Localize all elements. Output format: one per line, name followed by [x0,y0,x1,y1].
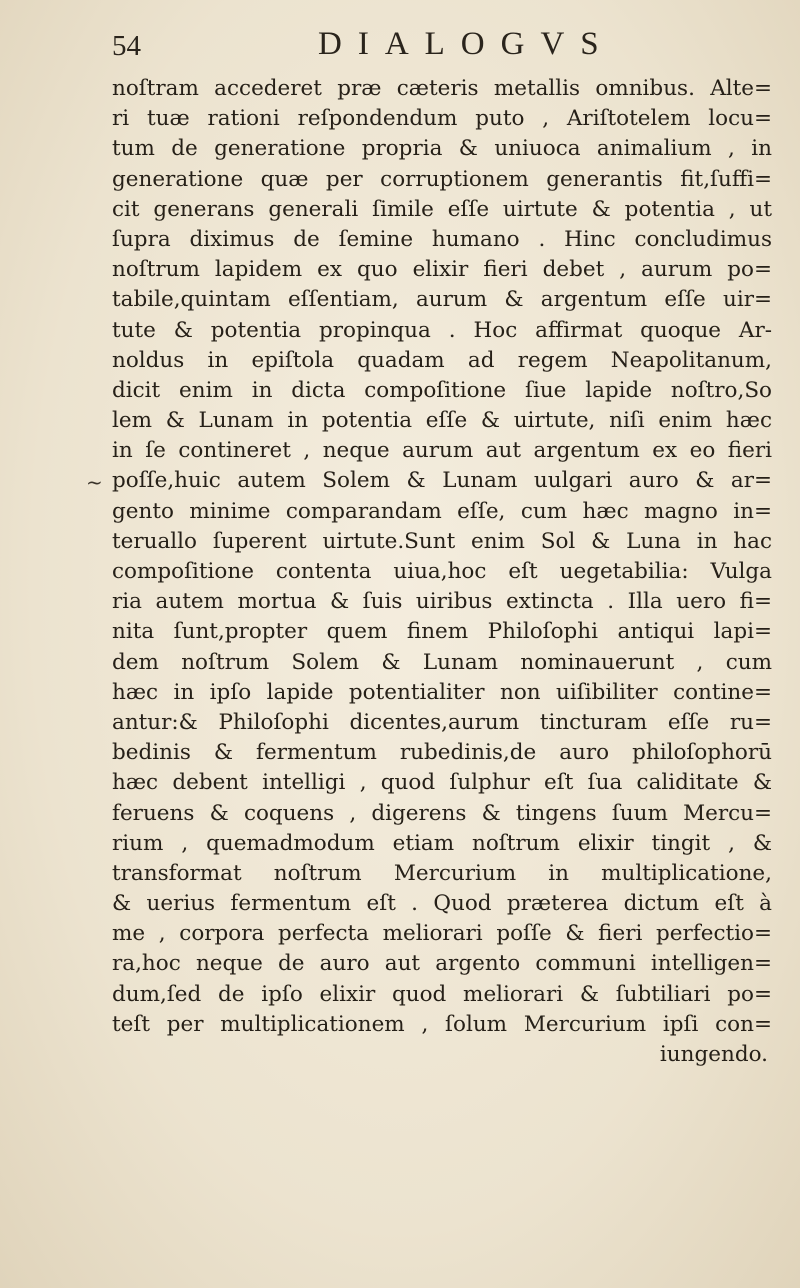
text-line: noſtram accederet præ cæteris metallis omnibus. Alte= [112,76,772,101]
text-line: noldus in epiſtola quadam ad regem Neapolitanum, [112,347,772,373]
text-line: cit generans generali ſimile eſſe uirtute & potentia , ut [112,196,772,222]
text-line: tute & potentia propinqua . Hoc affirmat quoque Ar- [112,317,772,343]
text-line: lem & Lunam in potentia eſſe & uirtute, niſi enim hæc [112,408,772,434]
text-line: teſt per multiplicationem , ſolum Mercurium ipſi con= [112,1011,772,1037]
text-line: gento minime comparandam eſſe, cum hæc magno in= [112,498,772,524]
page-number: 54 [112,30,141,62]
text-line: generatione quæ per corruptionem generantis fit,ſuffi= [112,166,772,192]
text-line: transformat noſtrum Mercurium in multiplicatione, [112,860,772,886]
catchword-line: iungendo. [659,1042,768,1067]
body-text [112,74,772,1070]
text-line: ra,hoc neque de auro aut argento communi intelligen= [112,951,772,977]
text-line: in ſe contineret , neque aurum aut argentum ex eo fieri [112,438,772,464]
text-line: ria autem mortua & ſuis uiribus extincta . Illa uero fi= [112,589,772,615]
text-line: bedinis & fermentum rubedinis,de auro philoſophorū [112,740,772,766]
margin-mark: ~ [86,470,103,494]
text-line: noſtrum lapidem ex quo elixir fieri debet , aurum po= [112,257,772,283]
text-line: me , corpora perfecta meliorari poſſe & fieri perfectio= [112,921,772,947]
text-line: nita ſunt,propter quem finem Philoſophi antiqui lapi= [112,619,772,645]
text-line: poſſe,huic autem Solem & Lunam uulgari auro & ar= [112,468,772,494]
text-line: teruallo ſuperent uirtute.Sunt enim Sol & Luna in hac [112,528,772,554]
running-head: DIALOGVS [318,26,615,62]
text-line: ſupra diximus de ſemine humano . Hinc concludimus [112,226,772,252]
text-line: feruens & coquens , digerens & tingens ſuum Mercu= [112,800,772,826]
text-line: ri tuæ rationi reſpondendum puto , Ariſtotelem locu= [112,106,772,132]
text-line: hæc in ipſo lapide potentialiter non uiſibiliter contine= [112,679,772,705]
text-line: tabile,quintam eſſentiam, aurum & argentum eſſe uir= [112,287,772,313]
text-line: tum de generatione propria & uniuoca animalium , in [112,136,772,162]
text-line: dum,ſed de ipſo elixir quod meliorari & ſubtiliari po= [112,981,772,1007]
text-line: hæc debent intelligi , quod ſulphur eſt ſua caliditate & [112,770,772,796]
text-line: antur:& Philoſophi dicentes,aurum tincturam eſſe ru= [112,709,772,735]
text-line: dem noſtrum Solem & Lunam nominauerunt , cum [112,649,772,675]
page-header [0,26,800,70]
text-line: dicit enim in dicta compoſitione ſiue lapide noſtro,So [112,377,772,403]
text-line: & uerius fermentum eſt . Quod prӕterea dictum eſt à [112,891,772,917]
text-line: compoſitione contenta uiua,hoc eſt uegetabilia: Vulga [112,559,772,584]
text-line: rium , quemadmodum etiam noſtrum elixir tingit , & [112,830,772,856]
